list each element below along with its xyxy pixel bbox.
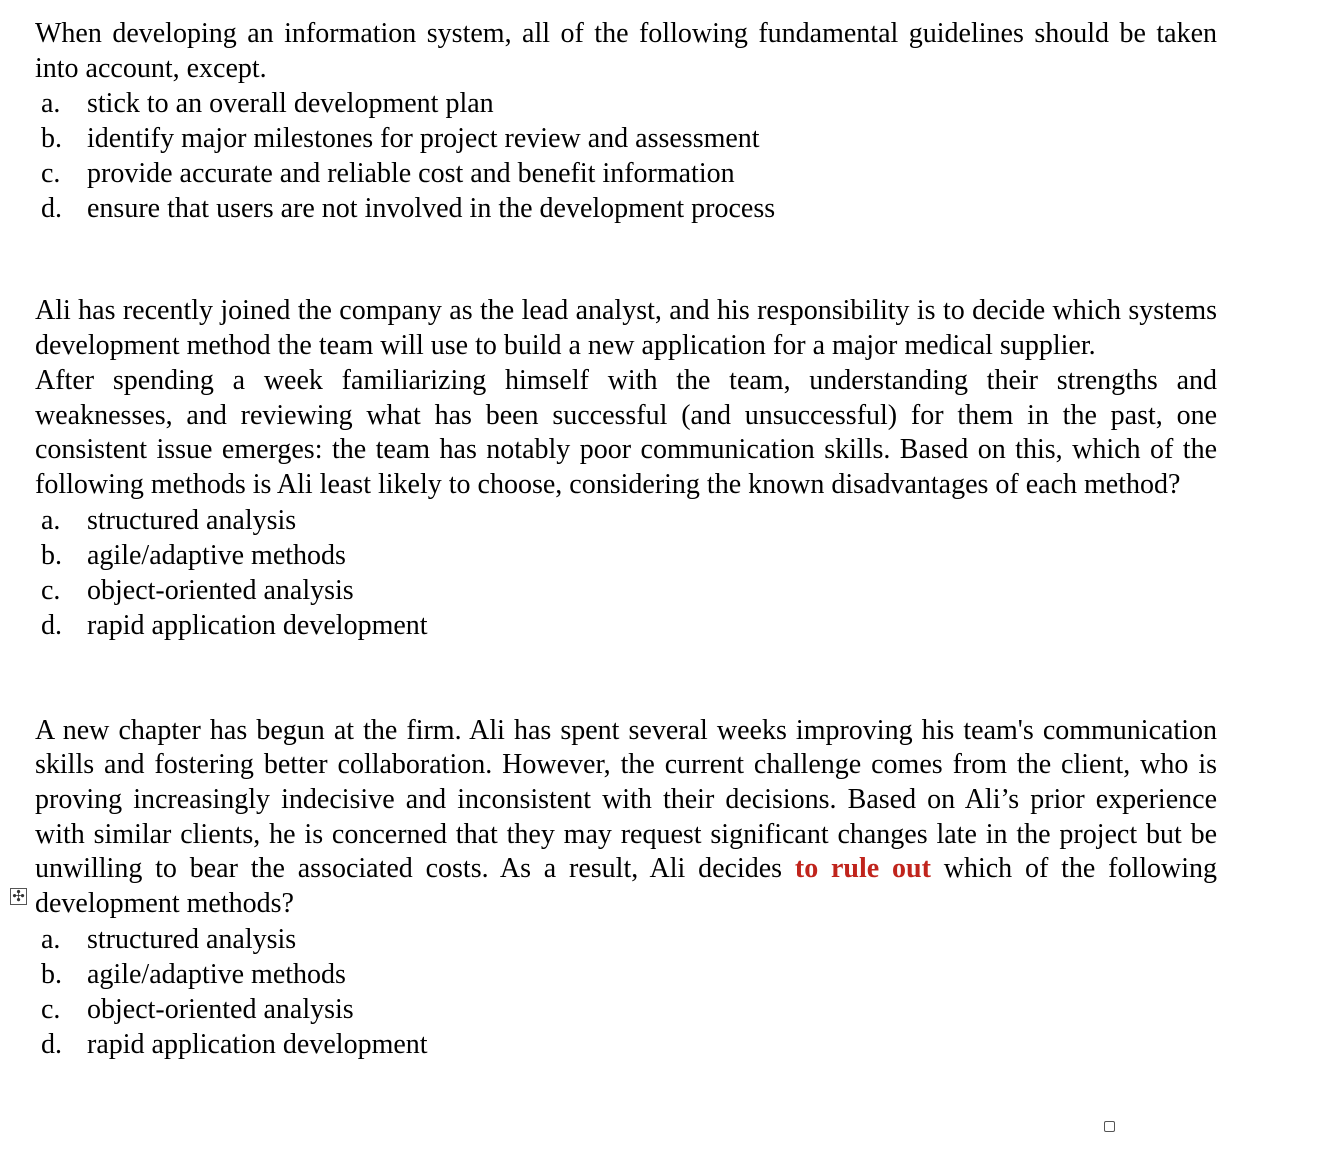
question-3-options xyxy=(35,922,1217,1062)
question-1 xyxy=(35,17,1217,226)
option-text: provide accurate and reliable cost and benefit information xyxy=(87,158,735,190)
question-2-stem: After spending a week familiarizing himself with the team, understanding their strengths and weaknesses, and reviewing what has been successful (and unsuccessful) for them in the past, one consistent issue emerges: the team has notably poor communication skills. Based on this, which of the following methods is Ali least likely to choose, considering the known disadvantages of each method? xyxy=(35,364,1217,500)
question-3 xyxy=(12,714,1218,1062)
option-item xyxy=(35,86,1217,121)
option-text: object-oriented analysis xyxy=(87,574,354,606)
move-handle-icon[interactable]: ✣ xyxy=(10,888,27,905)
option-letter: b. xyxy=(41,123,62,155)
option-item xyxy=(35,957,1217,992)
question-1-stem: When developing an information system, all of the following fundamental guidelines should be taken into account, except. xyxy=(35,18,1217,84)
option-item xyxy=(35,608,1217,643)
option-item xyxy=(35,121,1217,156)
question-2-intro: Ali has recently joined the company as the lead analyst, and his responsibility is to decide which systems development method the team will use to build a new application for a major medical supplier. xyxy=(35,295,1217,362)
option-text: structured analysis xyxy=(87,504,297,536)
option-letter: b. xyxy=(41,958,62,990)
option-letter: d. xyxy=(41,609,62,641)
option-letter: d. xyxy=(41,193,62,225)
question-3-text-before: A new chapter has begun at the firm. Ali has spent several weeks improving his team's communication skills and fostering better collaboration. However, the current challenge comes from the client, who is proving increasingly indecisive and inconsistent with their decisions. Based on Ali’s prior experience with similar clients, he is concerned that they may request significant changes late in the project but be unwilling to bear the associated costs. As a result, Ali decides xyxy=(35,714,1217,885)
option-letter: a. xyxy=(41,88,61,120)
option-letter: a. xyxy=(41,504,61,536)
option-item xyxy=(35,191,1217,226)
option-item xyxy=(35,1027,1217,1062)
resize-handle-icon[interactable] xyxy=(1104,1121,1115,1132)
option-text: identify major milestones for project review and assessment xyxy=(87,123,760,155)
option-letter: c. xyxy=(41,574,61,606)
option-letter: a. xyxy=(41,923,61,955)
question-1-options xyxy=(35,86,1217,226)
option-text: structured analysis xyxy=(87,923,297,955)
option-text: rapid application development xyxy=(87,609,428,641)
option-item xyxy=(35,538,1217,573)
question-3-stem xyxy=(35,714,1217,922)
option-letter: d. xyxy=(41,1028,62,1060)
option-item xyxy=(35,156,1217,191)
question-3-text-after: which of the following development methods? xyxy=(35,853,1218,920)
option-letter: c. xyxy=(41,993,61,1025)
question-2-options xyxy=(35,503,1217,643)
document-body xyxy=(12,17,1218,1062)
option-item xyxy=(35,573,1217,608)
option-text: agile/adaptive methods xyxy=(87,958,346,990)
option-item xyxy=(35,922,1217,957)
question-2 xyxy=(35,294,1217,642)
option-text: ensure that users are not involved in the development process xyxy=(87,193,776,225)
option-text: rapid application development xyxy=(87,1028,428,1060)
option-text: object-oriented analysis xyxy=(87,993,354,1025)
option-letter: c. xyxy=(41,158,61,190)
option-item xyxy=(35,992,1217,1027)
option-text: stick to an overall development plan xyxy=(87,88,494,120)
option-text: agile/adaptive methods xyxy=(87,539,346,571)
option-item xyxy=(35,503,1217,538)
question-3-emphasis: to rule out xyxy=(794,853,931,885)
option-letter: b. xyxy=(41,539,62,571)
